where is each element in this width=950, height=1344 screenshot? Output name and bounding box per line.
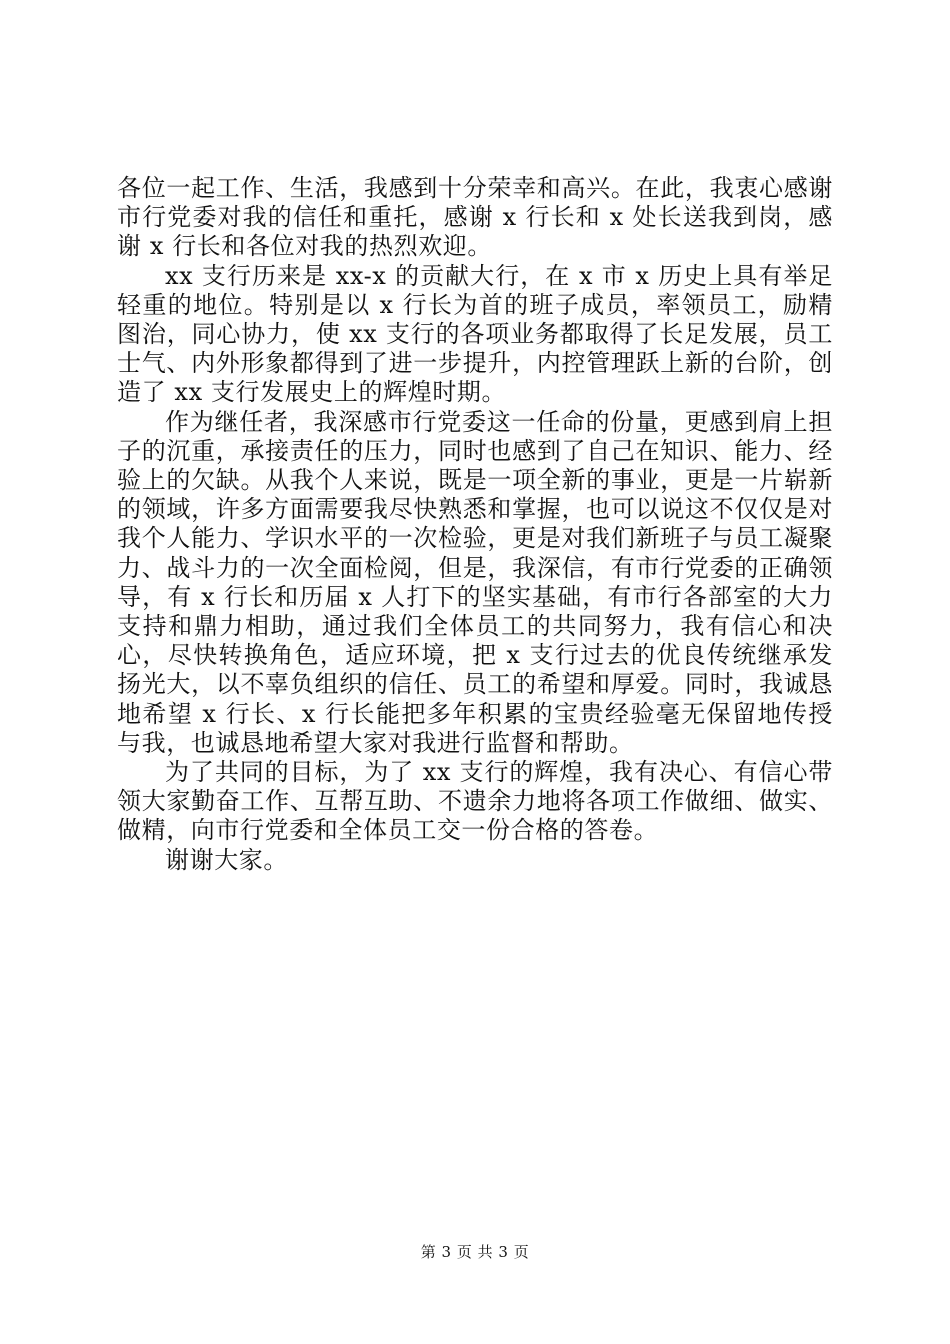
paragraph: 谢谢大家。 <box>165 845 288 874</box>
document-body <box>117 174 833 875</box>
paragraph: 为了共同的目标，为了 xx 支行的辉煌，我有决心、有信心带领大家勤奋工作、互帮互助、不遗余力地将各项工作做细、做实、做精，向市行党委和全体员工交一份合格的答卷。 <box>117 758 833 845</box>
paragraph: 作为继任者，我深感市行党委这一任命的份量，更感到肩上担子的沉重，承接责任的压力，同时也感到了自己在知识、能力、经验上的欠缺。从我个人来说，既是一项全新的事业，更是一片崭新的领域，许多方面需要我尽快熟悉和掌握，也可以说这不仅仅是对我个人能力、学识水平的一次检验，更是对我们新班子与员工凝聚力、战斗力的一次全面检阅，但是，我深信，有市行党委的正确领导，有 x 行长和历届 x 人打下的坚实基础，有市行各部室的大力支持和鼎力相助，通过我们全体员工的共同努力，我有信心和决心，尽快转换角色，适应环境，把 x 支行过去的优良传统继承发扬光大，以不辜负组织的信任、员工的希望和厚爱。同时，我诚恳地希望 x 行长、x 行长能把多年积累的宝贵经验毫无保留地传授与我，也诚恳地希望大家对我进行监督和帮助。 <box>117 407 833 757</box>
page-footer: 第 3 页 共 3 页 <box>420 1243 530 1261</box>
paragraph: 各位一起工作、生活，我感到十分荣幸和高兴。在此，我衷心感谢市行党委对我的信任和重托，感谢 x 行长和 x 处长送我到岗，感谢 x 行长和各位对我的热烈欢迎。 <box>117 174 833 261</box>
paragraph: xx 支行历来是 xx-x 的贡献大行，在 x 市 x 历史上具有举足轻重的地位。特别是以 x 行长为首的班子成员，率领员工，励精图治，同心协力，使 xx 支行的各项业务都取得了长足发展，员工士气、内外形象都得到了进一步提升，内控管理跃上新的台阶，创造了 xx 支行发展史上的辉煌时期。 <box>117 261 833 407</box>
